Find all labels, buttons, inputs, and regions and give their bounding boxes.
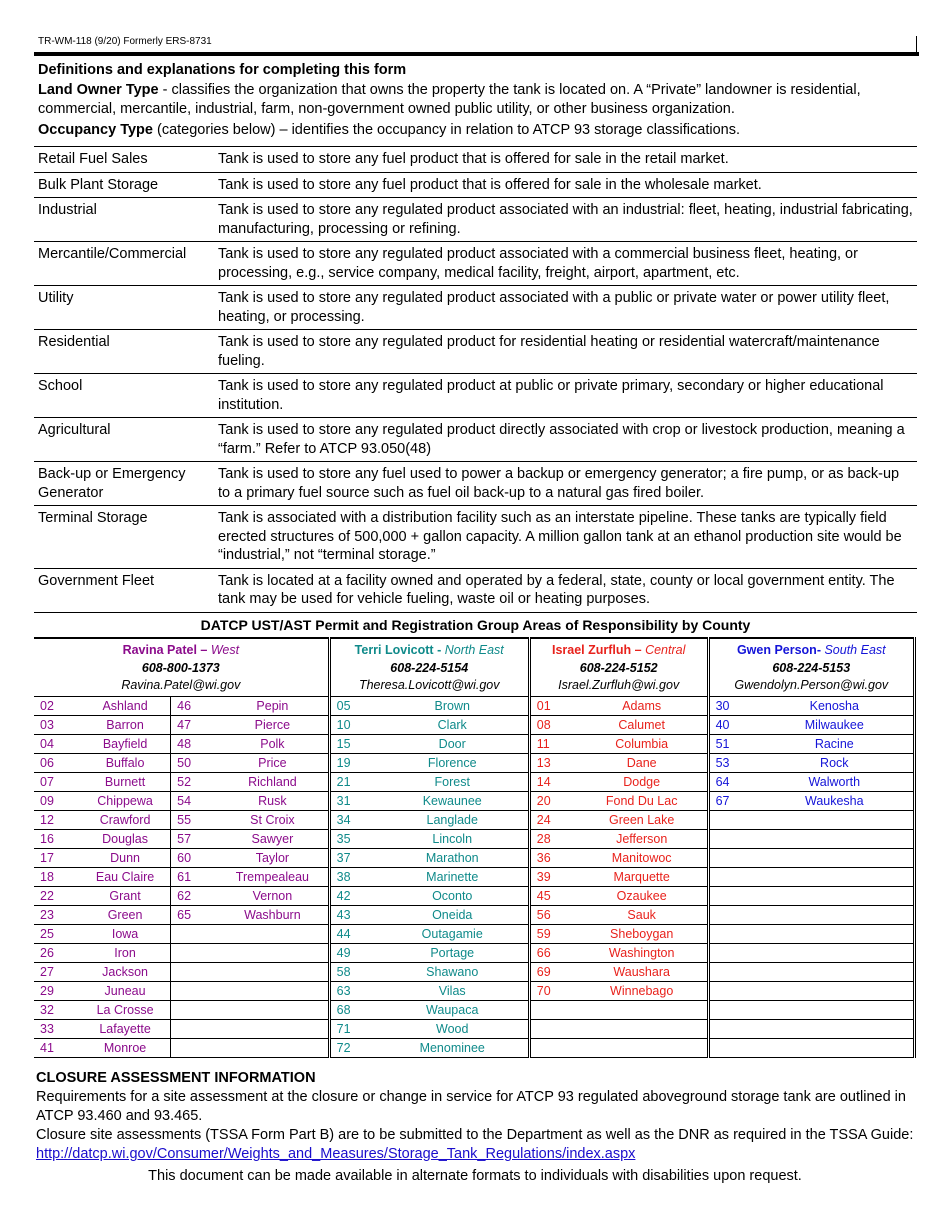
occupancy-description: Tank is used to store any fuel product that is offered for sale in the retail market. bbox=[214, 147, 917, 173]
county-number: 39 bbox=[529, 867, 577, 886]
county-name bbox=[217, 981, 329, 1000]
region-phone: 608-224-5154 bbox=[390, 660, 469, 675]
county-number: 62 bbox=[171, 886, 218, 905]
county-number bbox=[171, 924, 218, 943]
county-number: 52 bbox=[171, 772, 218, 791]
closure-paragraph-1: Requirements for a site assessment at the closure or change in service for ATCP 93 regulated aboveground storage tank are outlined in ATCP 93.460 and 93.465. bbox=[36, 1089, 906, 1124]
county-number: 24 bbox=[529, 810, 577, 829]
county-name: St Croix bbox=[217, 810, 329, 829]
county-name: Grant bbox=[80, 886, 171, 905]
county-name: Brown bbox=[377, 696, 530, 715]
region-phone: 608-224-5152 bbox=[579, 660, 658, 675]
occupancy-row bbox=[34, 568, 917, 612]
region-name: North East bbox=[444, 643, 504, 657]
county-number: 38 bbox=[329, 867, 377, 886]
county-row bbox=[34, 867, 915, 886]
county-name bbox=[217, 943, 329, 962]
county-number: 30 bbox=[708, 696, 756, 715]
county-name bbox=[217, 1038, 329, 1057]
occupancy-row bbox=[34, 286, 917, 330]
county-number bbox=[171, 981, 218, 1000]
county-name: Price bbox=[217, 753, 329, 772]
county-name: Sawyer bbox=[217, 829, 329, 848]
occupancy-description: Tank is used to store any regulated product directly associated with crop or livestock production, meaning a “farm.” Refer to ATCP 93.050(48) bbox=[214, 418, 917, 462]
closure-section bbox=[36, 1069, 921, 1164]
county-name: Kenosha bbox=[756, 696, 915, 715]
county-number bbox=[708, 886, 756, 905]
county-row bbox=[34, 829, 915, 848]
occupancy-row bbox=[34, 462, 917, 506]
county-row bbox=[34, 791, 915, 810]
county-name: Crawford bbox=[80, 810, 171, 829]
county-number bbox=[529, 1038, 577, 1057]
form-id: TR-WM-118 (9/20) Formerly ERS-8731 bbox=[38, 36, 212, 47]
county-name: Marquette bbox=[577, 867, 708, 886]
county-name: Ozaukee bbox=[577, 886, 708, 905]
county-number: 10 bbox=[329, 715, 377, 734]
county-name: Oneida bbox=[377, 905, 530, 924]
county-number bbox=[708, 943, 756, 962]
county-name: Douglas bbox=[80, 829, 171, 848]
county-number: 27 bbox=[34, 962, 80, 981]
county-number: 06 bbox=[34, 753, 80, 772]
county-number: 37 bbox=[329, 848, 377, 867]
county-name: Fond Du Lac bbox=[577, 791, 708, 810]
land-owner-text: - classifies the organization that owns the property the tank is located on. A “Private” landowner is residential, commercial, mercantile, industrial, farm, non-government owned public utility, or other business organization. bbox=[38, 82, 861, 117]
county-name: Burnett bbox=[80, 772, 171, 791]
county-name: Clark bbox=[377, 715, 530, 734]
county-name: Door bbox=[377, 734, 530, 753]
county-row bbox=[34, 905, 915, 924]
county-name: Jefferson bbox=[577, 829, 708, 848]
region-contact-name: Israel Zurfluh bbox=[551, 643, 632, 657]
county-number: 12 bbox=[34, 810, 80, 829]
county-number: 17 bbox=[34, 848, 80, 867]
county-number: 22 bbox=[34, 886, 80, 905]
county-name: Iron bbox=[80, 943, 171, 962]
county-name: Iowa bbox=[80, 924, 171, 943]
region-name: West bbox=[210, 643, 240, 657]
occupancy-description: Tank is used to store any regulated product associated with a commercial business fleet, heating, or processing, e.g., service company, medical facility, freight, airport, apartment, etc. bbox=[214, 242, 917, 286]
county-number bbox=[708, 810, 756, 829]
region-separator: - bbox=[816, 643, 825, 657]
definitions-title: Definitions and explanations for completing this form bbox=[38, 62, 407, 78]
county-name: Richland bbox=[217, 772, 329, 791]
region-phone: 608-224-5153 bbox=[772, 660, 851, 675]
county-number: 69 bbox=[529, 962, 577, 981]
county-name: Trempealeau bbox=[217, 867, 329, 886]
county-name: Green bbox=[80, 905, 171, 924]
county-name bbox=[756, 1019, 915, 1038]
county-row bbox=[34, 715, 915, 734]
region-separator: – bbox=[196, 643, 211, 657]
county-number: 32 bbox=[34, 1000, 80, 1019]
county-name: Outagamie bbox=[377, 924, 530, 943]
county-number: 63 bbox=[329, 981, 377, 1000]
county-number: 43 bbox=[329, 905, 377, 924]
county-name: Lincoln bbox=[377, 829, 530, 848]
county-number: 64 bbox=[708, 772, 756, 791]
county-number: 05 bbox=[329, 696, 377, 715]
county-number bbox=[708, 1000, 756, 1019]
county-number: 07 bbox=[34, 772, 80, 791]
county-number: 45 bbox=[529, 886, 577, 905]
county-name bbox=[577, 1019, 708, 1038]
county-row bbox=[34, 943, 915, 962]
county-row bbox=[34, 848, 915, 867]
county-number: 71 bbox=[329, 1019, 377, 1038]
county-name: Shawano bbox=[377, 962, 530, 981]
occupancy-type: Industrial bbox=[34, 198, 214, 242]
county-number: 57 bbox=[171, 829, 218, 848]
county-number: 04 bbox=[34, 734, 80, 753]
occupancy-description: Tank is used to store any fuel used to power a backup or emergency generator; a fire pump, or as back-up to a primary fuel source such as fuel oil back-up to a natural gas fired boiler. bbox=[214, 462, 917, 506]
county-number bbox=[708, 867, 756, 886]
county-number bbox=[708, 981, 756, 1000]
region-header-north-east bbox=[329, 638, 529, 696]
tssa-guide-link[interactable]: http://datcp.wi.gov/Consumer/Weights_and_Measures/Storage_Tank_Regulations/index.aspx bbox=[36, 1146, 636, 1162]
region-separator: – bbox=[631, 643, 646, 657]
occupancy-description: Tank is used to store any regulated product at public or private primary, secondary or higher educational institution. bbox=[214, 374, 917, 418]
county-name: Monroe bbox=[80, 1038, 171, 1057]
region-email: Israel.Zurfluh@wi.gov bbox=[558, 678, 680, 692]
county-name bbox=[756, 829, 915, 848]
county-number: 72 bbox=[329, 1038, 377, 1057]
occupancy-type: Back-up or Emergency Generator bbox=[34, 462, 214, 506]
occupancy-description: Tank is used to store any regulated product associated with a public or private water or power utility fleet, heating, or processing. bbox=[214, 286, 917, 330]
county-number: 41 bbox=[34, 1038, 80, 1057]
county-name: Pierce bbox=[217, 715, 329, 734]
county-name: Lafayette bbox=[80, 1019, 171, 1038]
county-name: Dunn bbox=[80, 848, 171, 867]
county-name: Forest bbox=[377, 772, 530, 791]
occupancy-description: Tank is used to store any regulated product for residential heating or residential watercraft/maintenance fueling. bbox=[214, 330, 917, 374]
county-name: Waushara bbox=[577, 962, 708, 981]
county-number bbox=[708, 829, 756, 848]
land-owner-term: Land Owner Type bbox=[38, 82, 159, 98]
county-number: 44 bbox=[329, 924, 377, 943]
definitions-section bbox=[38, 61, 918, 142]
county-name: Walworth bbox=[756, 772, 915, 791]
region-contact-name: Gwen Person bbox=[736, 643, 817, 657]
county-number: 54 bbox=[171, 791, 218, 810]
county-name: Marinette bbox=[377, 867, 530, 886]
county-number: 09 bbox=[34, 791, 80, 810]
county-number: 50 bbox=[171, 753, 218, 772]
county-name: Rock bbox=[756, 753, 915, 772]
occupancy-row bbox=[34, 242, 917, 286]
occupancy-type: Bulk Plant Storage bbox=[34, 172, 214, 198]
county-name: Winnebago bbox=[577, 981, 708, 1000]
county-name bbox=[756, 848, 915, 867]
occupancy-type: Mercantile/Commercial bbox=[34, 242, 214, 286]
county-number: 48 bbox=[171, 734, 218, 753]
occupancy-row bbox=[34, 506, 917, 569]
county-name: Juneau bbox=[80, 981, 171, 1000]
county-number bbox=[171, 1038, 218, 1057]
county-number: 26 bbox=[34, 943, 80, 962]
county-name: Bayfield bbox=[80, 734, 171, 753]
occupancy-row bbox=[34, 374, 917, 418]
county-name bbox=[756, 1038, 915, 1057]
county-name: Pepin bbox=[217, 696, 329, 715]
land-owner-definition bbox=[38, 81, 918, 119]
county-number: 29 bbox=[34, 981, 80, 1000]
closure-title: CLOSURE ASSESSMENT INFORMATION bbox=[36, 1070, 316, 1086]
county-row bbox=[34, 1019, 915, 1038]
occupancy-row bbox=[34, 172, 917, 198]
county-name bbox=[756, 943, 915, 962]
county-row bbox=[34, 924, 915, 943]
region-contact-name: Terri Lovicott bbox=[354, 643, 434, 657]
county-number bbox=[708, 1019, 756, 1038]
county-number: 40 bbox=[708, 715, 756, 734]
occupancy-type: Government Fleet bbox=[34, 568, 214, 612]
county-name bbox=[756, 962, 915, 981]
county-number: 56 bbox=[529, 905, 577, 924]
county-name: Wood bbox=[377, 1019, 530, 1038]
county-name bbox=[756, 905, 915, 924]
county-number: 16 bbox=[34, 829, 80, 848]
county-number: 03 bbox=[34, 715, 80, 734]
county-name bbox=[756, 886, 915, 905]
occupancy-definition bbox=[38, 121, 918, 140]
county-number bbox=[171, 1000, 218, 1019]
occupancy-description: Tank is located at a facility owned and operated by a federal, state, county or local government entity. The tank may be used for vehicle fueling, waste oil or heating purposes. bbox=[214, 568, 917, 612]
region-header-west bbox=[34, 638, 329, 696]
county-number: 58 bbox=[329, 962, 377, 981]
county-name: Waupaca bbox=[377, 1000, 530, 1019]
county-name: Ashland bbox=[80, 696, 171, 715]
county-name: Buffalo bbox=[80, 753, 171, 772]
county-number: 34 bbox=[329, 810, 377, 829]
county-name: Langlade bbox=[377, 810, 530, 829]
county-name bbox=[217, 962, 329, 981]
county-number: 14 bbox=[529, 772, 577, 791]
county-table bbox=[34, 637, 916, 1058]
county-row bbox=[34, 734, 915, 753]
county-number: 42 bbox=[329, 886, 377, 905]
county-number: 46 bbox=[171, 696, 218, 715]
county-name bbox=[756, 924, 915, 943]
county-number: 53 bbox=[708, 753, 756, 772]
county-name: Menominee bbox=[377, 1038, 530, 1057]
county-name: Vernon bbox=[217, 886, 329, 905]
region-email: Ravina.Patel@wi.gov bbox=[121, 678, 241, 692]
county-name bbox=[756, 981, 915, 1000]
county-number: 15 bbox=[329, 734, 377, 753]
county-name: Sheboygan bbox=[577, 924, 708, 943]
county-number: 28 bbox=[529, 829, 577, 848]
county-number: 23 bbox=[34, 905, 80, 924]
county-name: Calumet bbox=[577, 715, 708, 734]
county-row bbox=[34, 1038, 915, 1057]
county-name: Vilas bbox=[377, 981, 530, 1000]
occupancy-text: (categories below) – identifies the occupancy in relation to ATCP 93 storage classifications. bbox=[152, 122, 740, 138]
occupancy-row bbox=[34, 418, 917, 462]
region-email: Theresa.Lovicott@wi.gov bbox=[358, 678, 500, 692]
county-number: 68 bbox=[329, 1000, 377, 1019]
county-name: Polk bbox=[217, 734, 329, 753]
county-number: 67 bbox=[708, 791, 756, 810]
county-number: 21 bbox=[329, 772, 377, 791]
county-row bbox=[34, 981, 915, 1000]
county-name bbox=[577, 1000, 708, 1019]
county-number bbox=[708, 1038, 756, 1057]
county-name: Waukesha bbox=[756, 791, 915, 810]
county-number: 02 bbox=[34, 696, 80, 715]
county-name: Chippewa bbox=[80, 791, 171, 810]
county-number: 70 bbox=[529, 981, 577, 1000]
closure-paragraph-2: Closure site assessments (TSSA Form Part B) are to be submitted to the Department as well as the DNR as required in the TSSA Guide: bbox=[36, 1127, 914, 1143]
county-name: Sauk bbox=[577, 905, 708, 924]
county-number: 66 bbox=[529, 943, 577, 962]
county-number: 51 bbox=[708, 734, 756, 753]
county-name: Washington bbox=[577, 943, 708, 962]
county-number: 61 bbox=[171, 867, 218, 886]
county-name: Green Lake bbox=[577, 810, 708, 829]
county-number: 25 bbox=[34, 924, 80, 943]
occupancy-row bbox=[34, 330, 917, 374]
county-name bbox=[217, 924, 329, 943]
county-number: 36 bbox=[529, 848, 577, 867]
county-name: Manitowoc bbox=[577, 848, 708, 867]
county-number bbox=[708, 848, 756, 867]
accessibility-note: This document can be made available in alternate formats to individuals with disabilities upon request. bbox=[148, 1168, 802, 1184]
county-row bbox=[34, 772, 915, 791]
county-number bbox=[708, 905, 756, 924]
occupancy-type: Agricultural bbox=[34, 418, 214, 462]
county-name: Marathon bbox=[377, 848, 530, 867]
county-number: 08 bbox=[529, 715, 577, 734]
county-number bbox=[171, 1019, 218, 1038]
occupancy-type: Terminal Storage bbox=[34, 506, 214, 569]
county-number: 65 bbox=[171, 905, 218, 924]
county-number bbox=[171, 943, 218, 962]
county-number bbox=[529, 1000, 577, 1019]
county-name: Barron bbox=[80, 715, 171, 734]
county-number: 01 bbox=[529, 696, 577, 715]
county-name: Oconto bbox=[377, 886, 530, 905]
county-number bbox=[708, 962, 756, 981]
region-name: Central bbox=[645, 643, 686, 657]
county-name: Kewaunee bbox=[377, 791, 530, 810]
county-table-header bbox=[34, 638, 915, 696]
occupancy-description: Tank is associated with a distribution facility such as an interstate pipeline. These tanks are typically field erected structures of 500,000 + gallon capacity. A million gallon tank at an ethanol production site would be “industrial,” not “terminal storage.” bbox=[214, 506, 917, 569]
occupancy-description: Tank is used to store any regulated product associated with an industrial: fleet, heating, industrial fabricating, manufacturing, processing or refining. bbox=[214, 198, 917, 242]
county-row bbox=[34, 886, 915, 905]
occupancy-type: Residential bbox=[34, 330, 214, 374]
county-number: 19 bbox=[329, 753, 377, 772]
occupancy-type: Utility bbox=[34, 286, 214, 330]
region-contact-name: Ravina Patel bbox=[122, 643, 197, 657]
occupancy-type: Retail Fuel Sales bbox=[34, 147, 214, 173]
county-number: 20 bbox=[529, 791, 577, 810]
county-number: 55 bbox=[171, 810, 218, 829]
county-name: Taylor bbox=[217, 848, 329, 867]
region-header-south-east bbox=[708, 638, 914, 696]
county-name: Racine bbox=[756, 734, 915, 753]
county-name: Columbia bbox=[577, 734, 708, 753]
county-name: Rusk bbox=[217, 791, 329, 810]
region-phone: 608-800-1373 bbox=[141, 660, 220, 675]
county-number: 60 bbox=[171, 848, 218, 867]
county-row bbox=[34, 696, 915, 715]
county-name: Eau Claire bbox=[80, 867, 171, 886]
county-number bbox=[529, 1019, 577, 1038]
header-rule bbox=[34, 52, 919, 56]
county-name: La Crosse bbox=[80, 1000, 171, 1019]
county-row bbox=[34, 1000, 915, 1019]
county-name: Adams bbox=[577, 696, 708, 715]
county-number: 49 bbox=[329, 943, 377, 962]
top-edge-mark bbox=[916, 36, 917, 52]
county-row bbox=[34, 962, 915, 981]
region-name: South East bbox=[824, 643, 886, 657]
county-name bbox=[756, 1000, 915, 1019]
region-separator: - bbox=[433, 643, 445, 657]
occupancy-row bbox=[34, 198, 917, 242]
county-number bbox=[171, 962, 218, 981]
county-name bbox=[577, 1038, 708, 1057]
county-row bbox=[34, 810, 915, 829]
occupancy-term: Occupancy Type bbox=[38, 122, 153, 138]
occupancy-description: Tank is used to store any fuel product that is offered for sale in the wholesale market. bbox=[214, 172, 917, 198]
county-number: 59 bbox=[529, 924, 577, 943]
county-name bbox=[756, 867, 915, 886]
county-table-title: DATCP UST/AST Permit and Registration Group Areas of Responsibility by County bbox=[200, 617, 751, 633]
county-name: Jackson bbox=[80, 962, 171, 981]
county-name: Milwaukee bbox=[756, 715, 915, 734]
county-name: Florence bbox=[377, 753, 530, 772]
county-number: 13 bbox=[529, 753, 577, 772]
county-name bbox=[756, 810, 915, 829]
county-name: Portage bbox=[377, 943, 530, 962]
county-row bbox=[34, 753, 915, 772]
occupancy-table bbox=[34, 146, 917, 613]
county-number: 18 bbox=[34, 867, 80, 886]
county-number: 11 bbox=[529, 734, 577, 753]
county-number: 31 bbox=[329, 791, 377, 810]
occupancy-row bbox=[34, 147, 917, 173]
county-name bbox=[217, 1019, 329, 1038]
county-number: 47 bbox=[171, 715, 218, 734]
county-number bbox=[708, 924, 756, 943]
county-number: 35 bbox=[329, 829, 377, 848]
county-name: Dane bbox=[577, 753, 708, 772]
region-header-central bbox=[529, 638, 708, 696]
county-number: 33 bbox=[34, 1019, 80, 1038]
county-name: Dodge bbox=[577, 772, 708, 791]
county-name bbox=[217, 1000, 329, 1019]
county-name: Washburn bbox=[217, 905, 329, 924]
occupancy-type: School bbox=[34, 374, 214, 418]
region-email: Gwendolyn.Person@wi.gov bbox=[734, 678, 889, 692]
